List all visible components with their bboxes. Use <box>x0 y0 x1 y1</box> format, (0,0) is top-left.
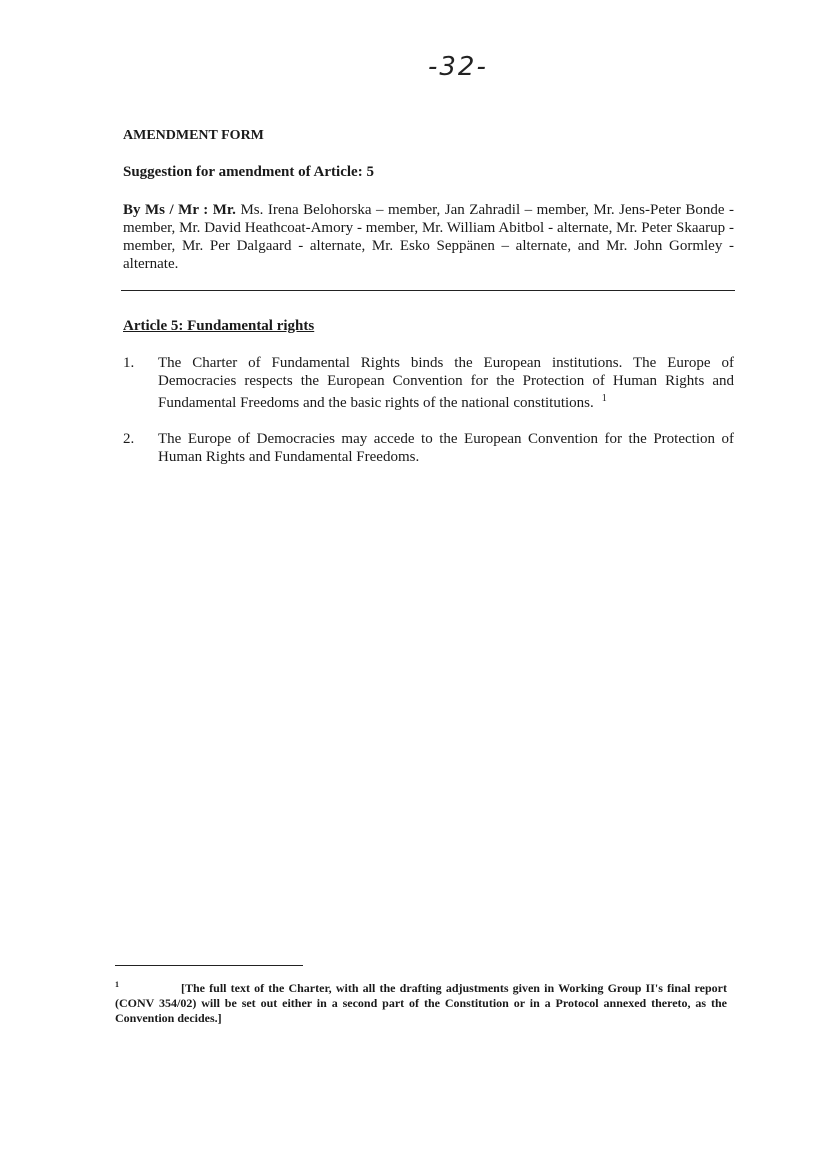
item-text <box>158 354 734 412</box>
footnote-divider <box>115 965 303 966</box>
footnote-text: [The full text of the Charter, with all the drafting adjustments given in Working Group II's final report (CONV 354/02) will be set out either in a second part of the Constitution or in a Protocol annexed thereto, as the Convention decides.] <box>115 981 727 1025</box>
article-list <box>123 354 734 484</box>
authors-names: Ms. Irena Belohorska – member, Jan Zahradil – member, Mr. Jens-Peter Bonde - member, Mr. David Heathcoat-Amory - member, Mr. William Abitbol - alternate, Mr. Peter Skaarup - member, Mr. Per Dalgaard - alternate, Mr. Esko Seppänen – alternate, and Mr. John Gormley - alternate. <box>123 202 734 272</box>
item-text: The Europe of Democracies may accede to the European Convention for the Protection of Human Rights and Fundamental Freedoms. <box>158 431 734 465</box>
footnote-reference: 1 <box>601 393 607 404</box>
item-number: 1. <box>123 355 135 371</box>
footnote <box>115 977 727 1026</box>
list-item <box>123 354 734 412</box>
page-number: -32- <box>428 52 488 82</box>
list-item <box>123 430 734 466</box>
item-body: The Charter of Fundamental Rights binds the European institutions. The Europe of Democracies respects the European Convention for the Protection of Human Rights and Fundamental Freedoms and the basic rights of the national constitutions. <box>158 355 734 411</box>
article-heading: Article 5: Fundamental rights <box>123 318 315 334</box>
authors-lead: By Ms / Mr : Mr. <box>123 202 236 218</box>
footnote-mark: 1 <box>115 980 119 989</box>
form-title: AMENDMENT FORM <box>123 128 264 143</box>
authors-paragraph <box>123 201 734 273</box>
section-divider <box>121 290 735 291</box>
amendment-suggestion: Suggestion for amendment of Article: 5 <box>123 164 374 180</box>
item-number: 2. <box>123 431 135 447</box>
